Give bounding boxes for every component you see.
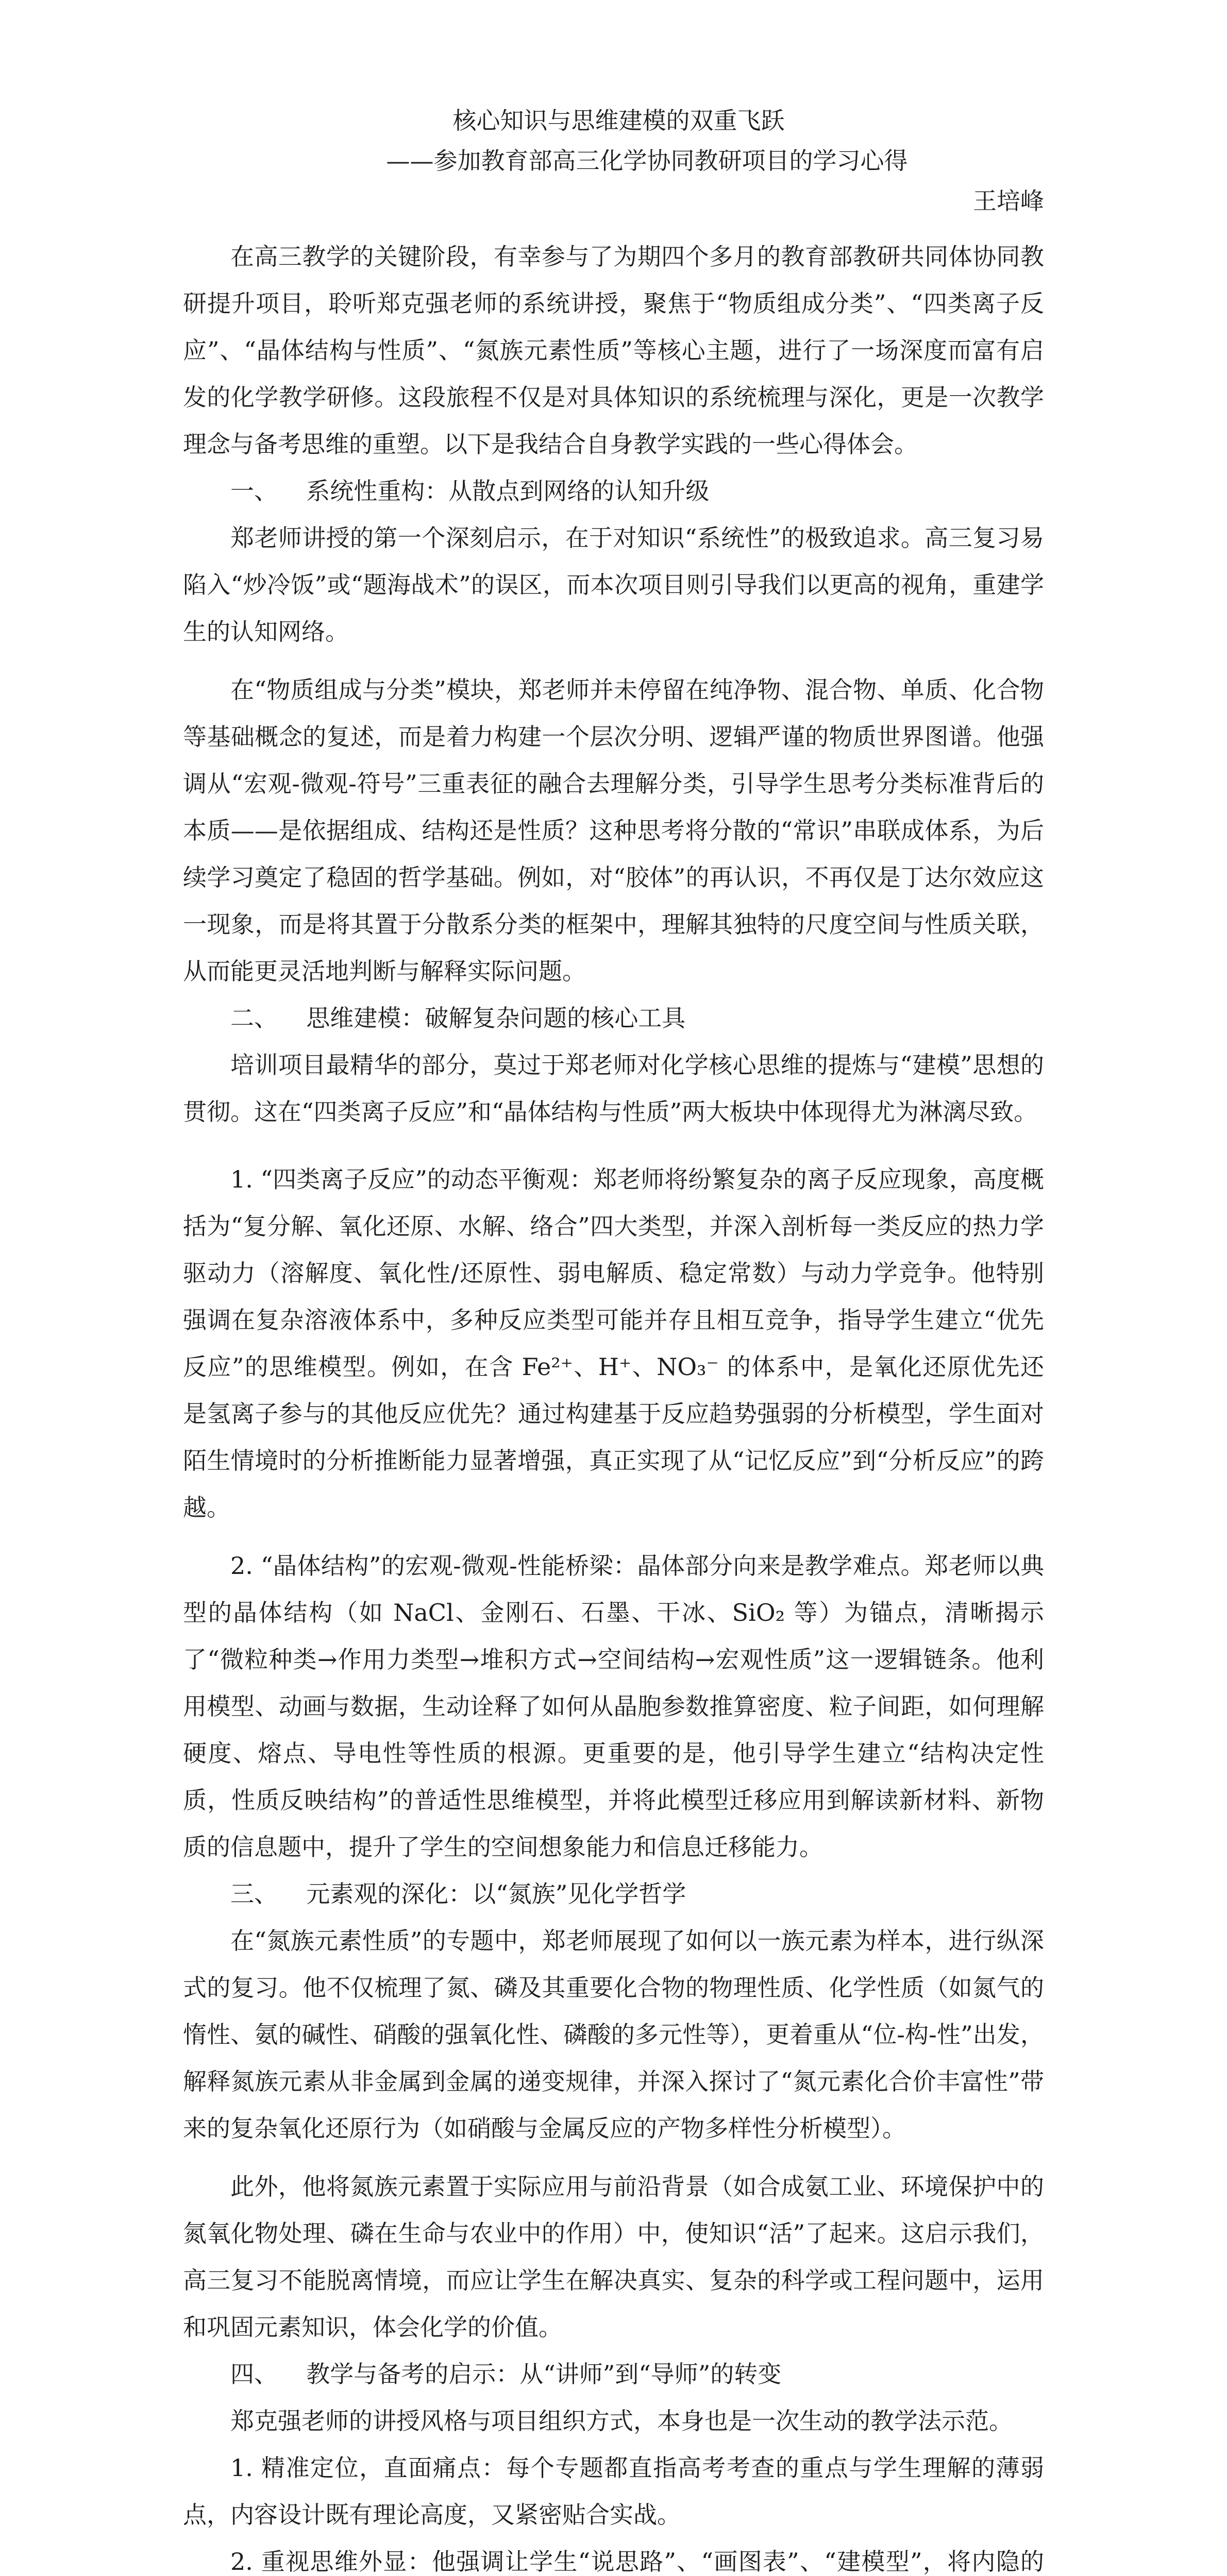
section-title: 系统性重构：从散点到网络的认知升级 xyxy=(306,477,710,505)
paragraph: 此外，他将氮族元素置于实际应用与前沿背景（如合成氨工业、环境保护中的氮氧化物处理、磷在生命与农业中的作用）中，使知识“活”了起来。这启示我们，高三复习不能脱离情境，而应让学生在解决真实、复杂的科学或工程问题中，运用和巩固元素知识，体会化学的价值。 xyxy=(183,2173,1044,2341)
paragraph: 1. “四类离子反应”的动态平衡观：郑老师将纷繁复杂的离子反应现象，高度概括为“复分解、氧化还原、水解、络合”四大类型，并深入剖析每一类反应的热力学驱动力（溶解度、氧化性/还原性、弱电解质、稳定常数）与动力学竞争。他特别强调在复杂溶液体系中，多种反应类型可能并存且相互竞争，指导学生建立“优先反应”的思维模型。例如，在含 Fe²⁺、H⁺、NO₃⁻ 的体系中，是氧化还原优先还是氢离子参与的其他反应优先？通过构建基于反应趋势强弱的分析模型，学生面对陌生情境时的分析推断能力显著增强，真正实现了从“记忆反应”到“分析反应”的跨越。 xyxy=(183,1165,1044,1521)
paragraph: 在“物质组成与分类”模块，郑老师并未停留在纯净物、混合物、单质、化合物等基础概念的复述，而是着力构建一个层次分明、逻辑严谨的物质世界图谱。他强调从“宏观-微观-符号”三重表征的融合去理解分类，引导学生思考分类标准背后的本质——是依据组成、结构还是性质？这种思考将分散的“常识”串联成体系，为后续学习奠定了稳固的哲学基础。例如，对“胶体”的再认识，不再仅是丁达尔效应这一现象，而是将其置于分散系分类的框架中，理解其独特的尺度空间与性质关联，从而能更灵活地判断与解释实际问题。 xyxy=(183,676,1044,985)
section-heading-3 xyxy=(183,1871,1044,1918)
list-item: 1. 精准定位，直面痛点：每个专题都直指高考考查的重点与学生理解的薄弱点，内容设计既有理论高度，又紧密贴合实战。 xyxy=(183,2454,1044,2529)
paragraph: 郑老师讲授的第一个深刻启示，在于对知识“系统性”的极致追求。高三复习易陷入“炒冷饭”或“题海战术”的误区，而本次项目则引导我们以更高的视角，重建学生的认知网络。 xyxy=(183,524,1044,646)
section-number: 二、 xyxy=(230,1004,278,1032)
section-heading-1 xyxy=(183,468,1044,515)
paragraph: 2. “晶体结构”的宏观-微观-性能桥梁：晶体部分向来是教学难点。郑老师以典型的晶体结构（如 NaCl、金刚石、石墨、干冰、SiO₂ 等）为锚点，清晰揭示了“微粒种类→作用力类型→堆积方式→空间结构→宏观性质”这一逻辑链条。他利用模型、动画与数据，生动诠释了如何从晶胞参数推算密度、粒子间距，如何理解硬度、熔点、导电性等性质的根源。更重要的是，他引导学生建立“结构决定性质，性质反映结构”的普适性思维模型，并将此模型迁移应用到解读新材料、新物质的信息题中，提升了学生的空间想象能力和信息迁移能力。 xyxy=(183,1552,1044,1861)
author-name: 王培峰 xyxy=(973,187,1044,215)
section-number: 三、 xyxy=(230,1880,278,1908)
section-title: 思维建模：破解复杂问题的核心工具 xyxy=(306,1004,686,1032)
section-number: 四、 xyxy=(230,2360,278,2388)
page-title: 核心知识与思维建模的双重飞跃 xyxy=(452,107,785,134)
section-title: 教学与备考的启示：从“讲师”到“导师”的转变 xyxy=(306,2360,782,2388)
section-title: 元素观的深化：以“氮族”见化学哲学 xyxy=(306,1880,686,1908)
page-subtitle: ——参加教育部高三化学协同教研项目的学习心得 xyxy=(386,147,908,175)
section-number: 一、 xyxy=(230,477,278,505)
intro-paragraph: 在高三教学的关键阶段，有幸参与了为期四个多月的教育部教研共同体协同教研提升项目，聆听郑克强老师的系统讲授，聚焦于“物质组成分类”、“四类离子反应”、“晶体结构与性质”、“氮族元素性质”等核心主题，进行了一场深度而富有启发的化学教学研修。这段旅程不仅是对具体知识的系统梳理与深化，更是一次教学理念与备考思维的重塑。以下是我结合自身教学实践的一些心得体会。 xyxy=(183,243,1044,458)
section-heading-4 xyxy=(183,2351,1044,2398)
paragraph: 郑克强老师的讲授风格与项目组织方式，本身也是一次生动的教学法示范。 xyxy=(230,2407,1013,2435)
paragraph: 培训项目最精华的部分，莫过于郑老师对化学核心思维的提炼与“建模”思想的贯彻。这在“四类离子反应”和“晶体结构与性质”两大板块中体现得尤为淋漓尽致。 xyxy=(183,1051,1044,1126)
paragraph: 在“氮族元素性质”的专题中，郑老师展现了如何以一族元素为样本，进行纵深式的复习。他不仅梳理了氮、磷及其重要化合物的物理性质、化学性质（如氮气的惰性、氨的碱性、硝酸的强氧化性、磷酸的多元性等），更着重从“位-构-性”出发，解释氮族元素从非金属到金属的递变规律，并深入探讨了“氮元素化合价丰富性”带来的复杂氧化还原行为（如硝酸与金属反应的产物多样性分析模型）。 xyxy=(183,1927,1044,2142)
list-item: 2. 重视思维外显：他强调让学生“说思路”、“画图表”、“建模型”，将内隐的 xyxy=(230,2548,1044,2575)
section-heading-2 xyxy=(183,995,1044,1042)
